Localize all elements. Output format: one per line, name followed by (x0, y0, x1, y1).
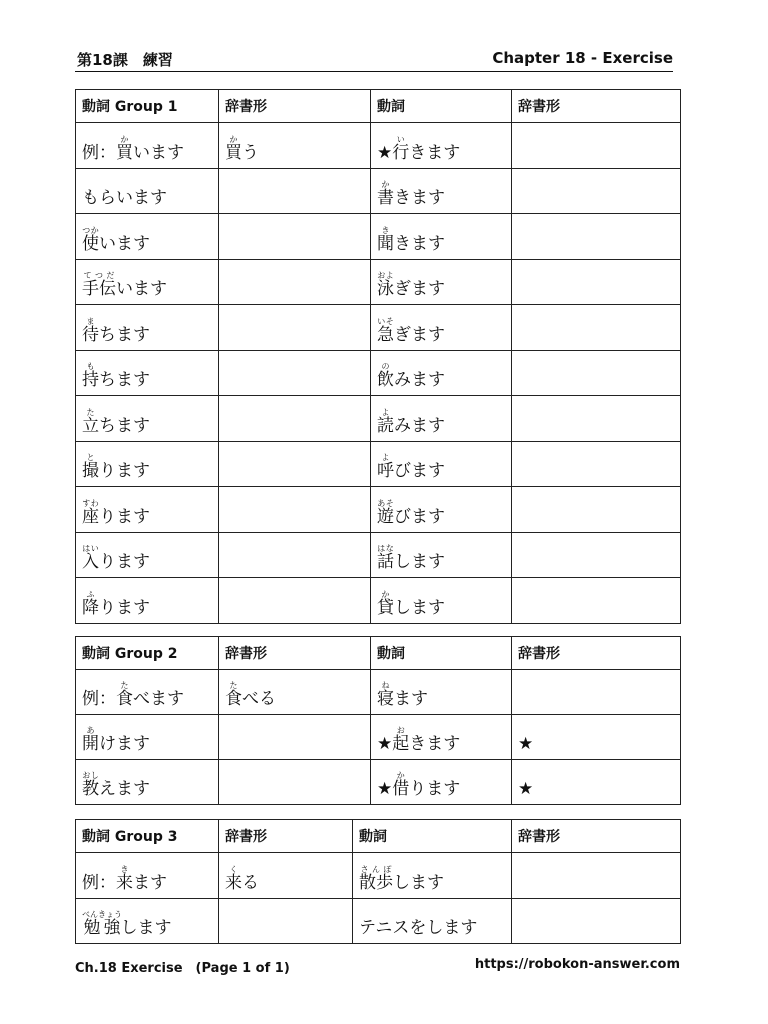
dictionary-form-cell: ★ (512, 715, 681, 760)
verb-cell: 泳およぎます (371, 259, 512, 305)
dictionary-form-cell (219, 578, 371, 624)
column-header: 動詞 Group 3 (76, 820, 219, 853)
verb-cell: 教おしえます (76, 760, 219, 805)
dictionary-form-cell (512, 898, 681, 944)
verb-cell: ★行いきます (371, 123, 512, 169)
dictionary-form-cell (512, 123, 681, 169)
table-row (76, 487, 681, 533)
dictionary-form-cell (219, 350, 371, 396)
table-row (76, 123, 681, 169)
dictionary-form-cell: 来くる (219, 853, 353, 899)
verb-cell: ★起おきます (371, 715, 512, 760)
dictionary-form-cell (219, 214, 371, 260)
column-header: 辞書形 (512, 90, 681, 123)
dictionary-form-cell (512, 670, 681, 715)
verb-cell: 寝ねます (371, 670, 512, 715)
dictionary-form-cell (219, 396, 371, 442)
verb-cell: 飲のみます (371, 350, 512, 396)
group3-table (75, 819, 681, 944)
verb-cell: 散歩さんぽします (353, 853, 512, 899)
table-row (76, 441, 681, 487)
table-row (76, 853, 681, 899)
table-row (76, 259, 681, 305)
dictionary-form-cell (512, 853, 681, 899)
group2-table (75, 636, 681, 805)
table-row (76, 214, 681, 260)
verb-cell: 急いそぎます (371, 305, 512, 351)
verb-cell: もらいます (76, 168, 219, 214)
table-header-row (76, 820, 681, 853)
column-header: 動詞 (353, 820, 512, 853)
verb-cell: 聞ききます (371, 214, 512, 260)
dictionary-form-cell (512, 396, 681, 442)
table-row (76, 670, 681, 715)
dictionary-form-cell (512, 168, 681, 214)
dictionary-form-cell (219, 760, 371, 805)
verb-cell: 呼よびます (371, 441, 512, 487)
dictionary-form-cell (219, 487, 371, 533)
group1-table (75, 89, 681, 624)
table-row (76, 350, 681, 396)
column-header: 辞書形 (219, 90, 371, 123)
table-row (76, 396, 681, 442)
column-header: 辞書形 (219, 820, 353, 853)
verb-cell: 使つかいます (76, 214, 219, 260)
verb-cell: 読よみます (371, 396, 512, 442)
dictionary-form-cell (219, 168, 371, 214)
dictionary-form-cell: ★ (512, 760, 681, 805)
footer-url: https://robokon-answer.com (474, 957, 680, 972)
column-header: 辞書形 (219, 637, 371, 670)
dictionary-form-cell (219, 441, 371, 487)
table-row (76, 578, 681, 624)
verb-cell: 話はなします (371, 532, 512, 578)
table-row (76, 715, 681, 760)
dictionary-form-cell: 食たべる (219, 670, 371, 715)
page-header (75, 47, 673, 72)
dictionary-form-cell (219, 715, 371, 760)
dictionary-form-cell (512, 350, 681, 396)
table-header-row (76, 90, 681, 123)
verb-cell: 座すわります (76, 487, 219, 533)
verb-cell: テニスをします (353, 898, 512, 944)
verb-cell: 手伝てつだいます (76, 259, 219, 305)
dictionary-form-cell (512, 578, 681, 624)
verb-cell: 書かきます (371, 168, 512, 214)
verb-cell: 持もちます (76, 350, 219, 396)
dictionary-form-cell (512, 487, 681, 533)
verb-cell: 立たちます (76, 396, 219, 442)
column-header: 動詞 (371, 637, 512, 670)
dictionary-form-cell (219, 305, 371, 351)
dictionary-form-cell (512, 532, 681, 578)
dictionary-form-cell (512, 441, 681, 487)
table-row (76, 532, 681, 578)
table-row (76, 898, 681, 944)
verb-cell: 待まちます (76, 305, 219, 351)
verb-cell: 開あけます (76, 715, 219, 760)
verb-cell: 遊あそびます (371, 487, 512, 533)
dictionary-form-cell (512, 305, 681, 351)
verb-cell: 勉強べんきょうします (76, 898, 219, 944)
verb-cell: 例：食たべます (76, 670, 219, 715)
dictionary-form-cell (219, 532, 371, 578)
chapter-title: Chapter 18 - Exercise (492, 49, 673, 67)
table-header-row (76, 637, 681, 670)
column-header: 動詞 Group 2 (76, 637, 219, 670)
dictionary-form-cell (512, 259, 681, 305)
verb-cell: 撮とります (76, 441, 219, 487)
column-header: 動詞 (371, 90, 512, 123)
dictionary-form-cell (219, 259, 371, 305)
verb-cell: ★借かります (371, 760, 512, 805)
verb-cell: 例：買かいます (76, 123, 219, 169)
table-row (76, 305, 681, 351)
verb-cell: 貸かします (371, 578, 512, 624)
footer-page-info: Ch.18 Exercise (Page 1 of 1) (75, 961, 290, 976)
column-header: 動詞 Group 1 (76, 90, 219, 123)
column-header: 辞書形 (512, 820, 681, 853)
table-row (76, 168, 681, 214)
lesson-title: 第18課 練習 (77, 51, 173, 69)
dictionary-form-cell (512, 214, 681, 260)
dictionary-form-cell: 買かう (219, 123, 371, 169)
verb-cell: 例：来きます (76, 853, 219, 899)
column-header: 辞書形 (512, 637, 681, 670)
dictionary-form-cell (219, 898, 353, 944)
verb-cell: 入はいります (76, 532, 219, 578)
verb-cell: 降ふります (76, 578, 219, 624)
table-row (76, 760, 681, 805)
